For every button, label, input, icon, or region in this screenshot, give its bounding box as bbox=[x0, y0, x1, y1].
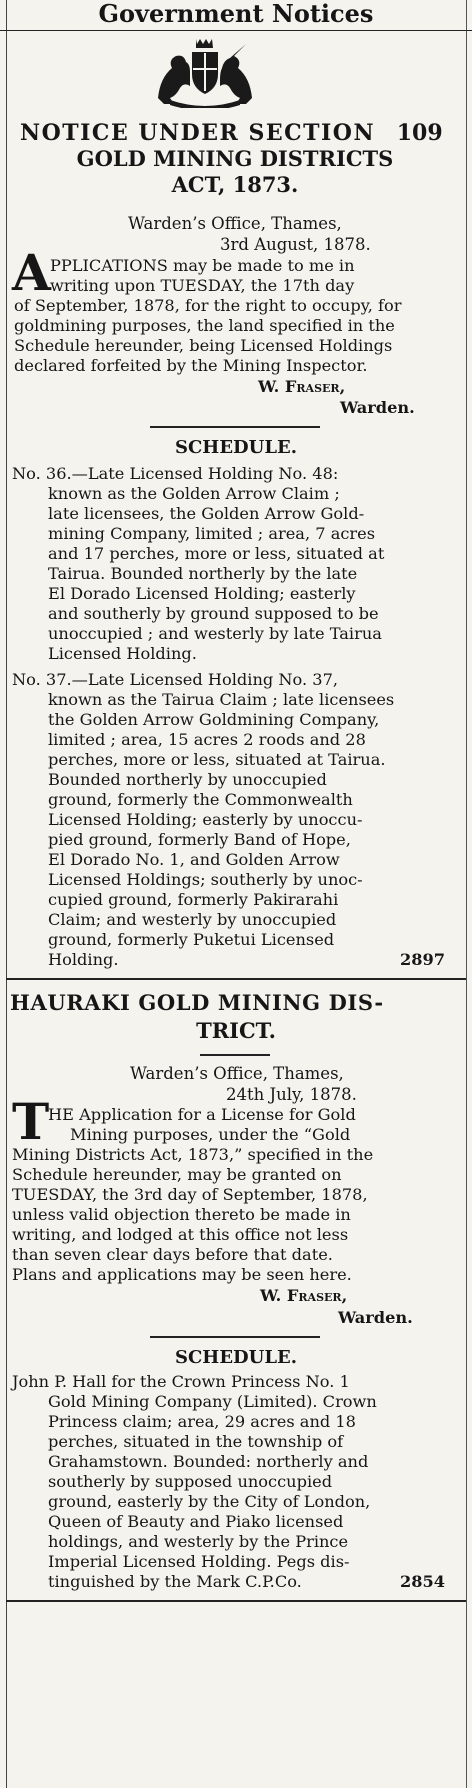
schedule-item-line: perches, more or less, situated at Tairua. bbox=[48, 750, 386, 769]
schedule-item-line: known as the Golden Arrow Claim ; bbox=[48, 484, 340, 503]
schedule-item-line: ground, formerly Puketui Licensed bbox=[48, 930, 335, 949]
schedule-item-line: Grahamstown. Bounded: northerly and bbox=[48, 1452, 369, 1471]
column-rule-right bbox=[466, 0, 467, 1788]
notice2-body-line: Plans and applications may be seen here. bbox=[12, 1265, 352, 1284]
notice1-date: 3rd August, 1878. bbox=[220, 235, 371, 254]
notice2-body-line: writing, and lodged at this office not less bbox=[12, 1225, 349, 1244]
notice2-dropcap: T bbox=[12, 1092, 50, 1151]
schedule-item-line: El Dorado No. 1, and Golden Arrow bbox=[48, 850, 340, 869]
notice1-body-line: PPLICATIONS may be made to me in bbox=[50, 256, 355, 275]
notice1-role: Warden. bbox=[340, 398, 415, 417]
notice2-signature: W. Fraser, bbox=[260, 1286, 348, 1305]
schedule-item-line: holdings, and westerly by the Prince bbox=[48, 1532, 349, 1551]
notice1-office: Warden’s Office, Thames, bbox=[128, 214, 342, 233]
schedule-item-line: southerly by supposed unoccupied bbox=[48, 1472, 333, 1491]
schedule-item-line: known as the Tairua Claim ; late licensees bbox=[48, 690, 395, 709]
notice2-body-line: Mining purposes, under the “Gold bbox=[70, 1125, 351, 1144]
notice1-title-line2: GOLD MINING DISTRICTS bbox=[76, 146, 394, 171]
schedule-item-line: ground, formerly the Commonwealth bbox=[48, 790, 353, 809]
schedule-item-line: Licensed Holding. bbox=[48, 644, 197, 663]
divider bbox=[150, 1336, 320, 1338]
schedule-item-line: No. 36.—Late Licensed Holding No. 48: bbox=[12, 464, 339, 483]
schedule-item-line: John P. Hall for the Crown Princess No. 1 bbox=[12, 1372, 350, 1391]
column-rule-left bbox=[6, 0, 7, 1788]
schedule-item-line: pied ground, formerly Band of Hope, bbox=[48, 830, 351, 849]
notice1-body-line: declared forfeited by the Mining Inspector. bbox=[14, 356, 368, 375]
schedule-item-line: limited ; area, 15 acres 2 roods and 28 bbox=[48, 730, 366, 749]
notice2-title-line1: HAURAKI GOLD MINING DIS- bbox=[10, 990, 384, 1015]
notice1-title-line1: NOTICE UNDER SECTION 109 bbox=[20, 120, 443, 146]
section-divider bbox=[6, 1600, 466, 1602]
schedule-item-line: perches, situated in the township of bbox=[48, 1432, 344, 1451]
notice2-schedule-title: SCHEDULE. bbox=[174, 1347, 297, 1368]
schedule-item-line: and 17 perches, more or less, situated at bbox=[48, 544, 385, 563]
notice2-body-line: Schedule hereunder, may be granted on bbox=[12, 1165, 342, 1184]
notice2-body-line: Mining Districts Act, 1873,” specified in the bbox=[12, 1145, 374, 1164]
schedule-item-line: ground, easterly by the City of London, bbox=[48, 1492, 371, 1511]
schedule-item-line: cupied ground, formerly Pakirarahi bbox=[48, 890, 339, 909]
schedule-item-line: Claim; and westerly by unoccupied bbox=[48, 910, 337, 929]
schedule-item-line: Licensed Holdings; southerly by unoc- bbox=[48, 870, 363, 889]
schedule-item-line: No. 37.—Late Licensed Holding No. 37, bbox=[12, 670, 339, 689]
notice2-office: Warden’s Office, Thames, bbox=[130, 1064, 344, 1083]
header-title: Government Notices bbox=[98, 0, 374, 28]
schedule-item-line: Tairua. Bounded northerly by the late bbox=[48, 564, 358, 583]
notice1-number: 2897 bbox=[400, 950, 446, 969]
section-divider bbox=[6, 978, 466, 980]
notice2-body-line: unless valid objection thereto be made in bbox=[12, 1205, 351, 1224]
notice1-body-line: writing upon TUESDAY, the 17th day bbox=[50, 276, 355, 295]
notice2-body-line: HE Application for a License for Gold bbox=[48, 1105, 356, 1124]
schedule-item-line: Imperial Licensed Holding. Pegs dis- bbox=[48, 1552, 350, 1571]
page-header bbox=[0, 0, 472, 31]
notice1-body-line: goldmining purposes, the land specified in the bbox=[14, 316, 395, 335]
notice2-body-line: than seven clear days before that date. bbox=[12, 1245, 333, 1264]
notice2-date: 24th July, 1878. bbox=[226, 1085, 357, 1104]
notice2-number: 2854 bbox=[400, 1572, 446, 1591]
notice1-schedule-title: SCHEDULE. bbox=[174, 437, 297, 458]
notice2-role: Warden. bbox=[338, 1308, 413, 1327]
notice1-title-line3: ACT, 1873. bbox=[171, 172, 299, 197]
notice2-body-line: TUESDAY, the 3rd day of September, 1878, bbox=[12, 1185, 368, 1204]
schedule-item-line: late licensees, the Golden Arrow Gold- bbox=[48, 504, 365, 523]
divider bbox=[200, 1054, 270, 1056]
schedule-item-line: mining Company, limited ; area, 7 acres bbox=[48, 524, 376, 543]
notice2-title-line2: TRICT. bbox=[196, 1018, 276, 1043]
notice1-body-line: of September, 1878, for the right to occupy, for bbox=[14, 296, 402, 315]
schedule-item-line: Bounded northerly by unoccupied bbox=[48, 770, 327, 789]
schedule-item-line: unoccupied ; and westerly by late Tairua bbox=[48, 624, 382, 643]
schedule-item-line: Princess claim; area, 29 acres and 18 bbox=[48, 1412, 356, 1431]
notice1-dropcap: A bbox=[12, 243, 51, 302]
schedule-item-line: Holding. bbox=[48, 950, 119, 969]
divider bbox=[150, 426, 320, 428]
schedule-item-line: Gold Mining Company (Limited). Crown bbox=[48, 1392, 377, 1411]
schedule-item-line: Licensed Holding; easterly by unoccu- bbox=[48, 810, 363, 829]
schedule-item-line: the Golden Arrow Goldmining Company, bbox=[48, 710, 380, 729]
schedule-item-line: and southerly by ground supposed to be bbox=[48, 604, 379, 623]
notice1-signature: W. Fraser, bbox=[258, 377, 346, 396]
schedule-item-line: tinguished by the Mark C.P.Co. bbox=[48, 1572, 302, 1591]
schedule-item-line: El Dorado Licensed Holding; easterly bbox=[48, 584, 356, 603]
notice1-body-line: Schedule hereunder, being Licensed Holdings bbox=[14, 336, 393, 355]
schedule-item-line: Queen of Beauty and Piako licensed bbox=[48, 1512, 344, 1531]
royal-crest-icon bbox=[150, 38, 260, 108]
